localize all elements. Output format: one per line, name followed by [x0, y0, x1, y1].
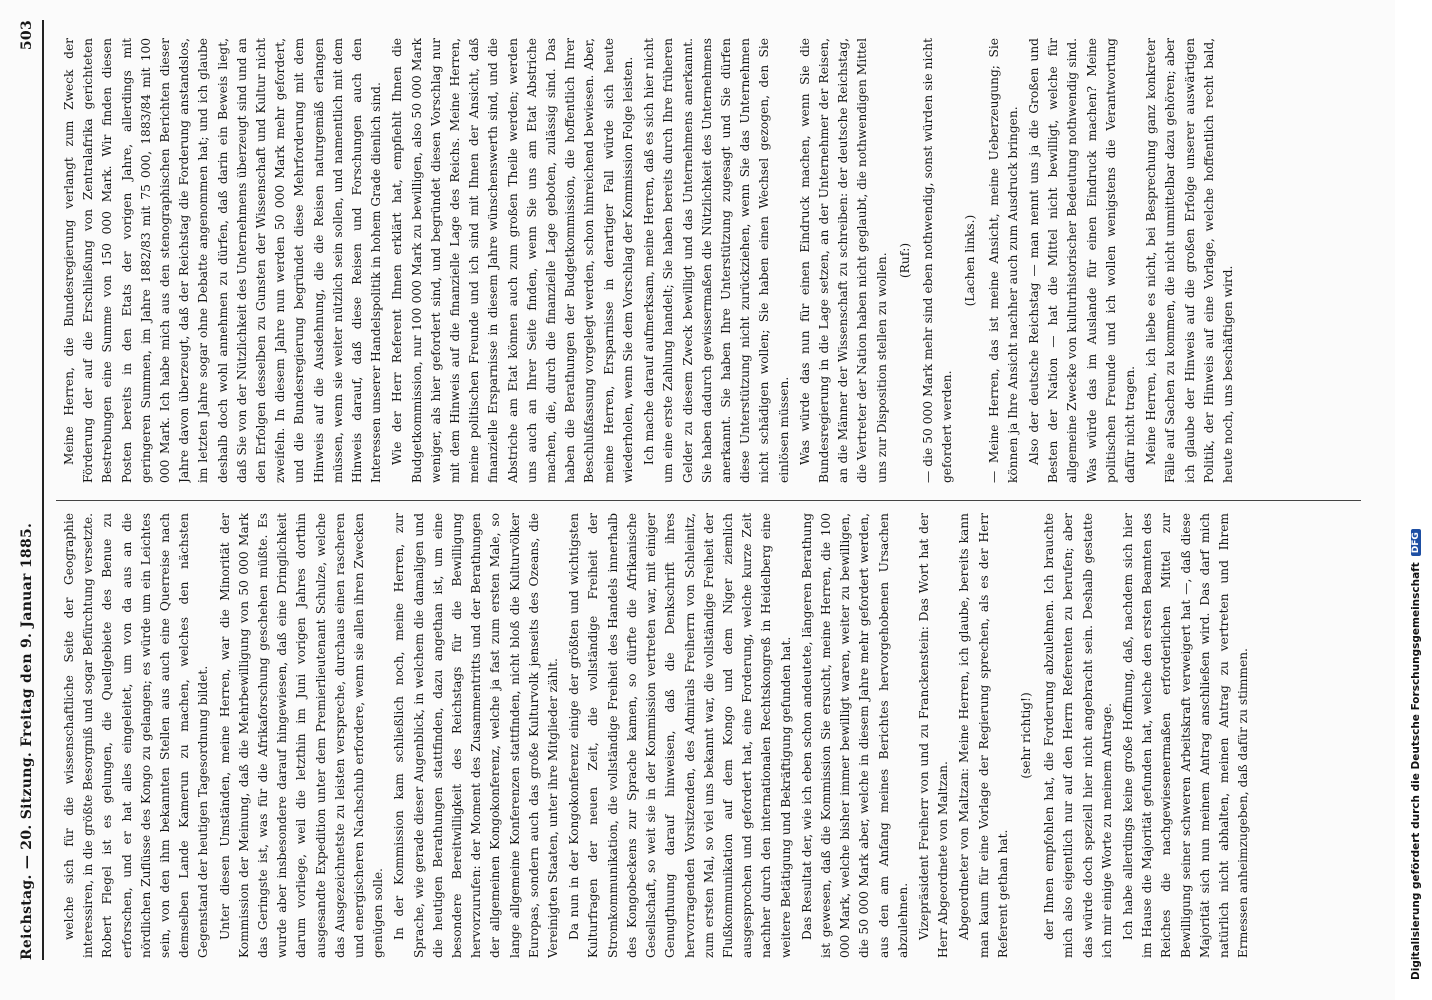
paragraph: In der Kommission kam schließlich noch, meine Herren, zur Sprache, wie gerade dieser Augenblick, in welchem die damaligen und die heutigen Berathungen stattfinden, dazu angethan ist, um eine besondere Bereitwilligkeit des Reichstags für die Bewilligung hervorzurufen: der Moment des Zusammentritts und der Berathungen der allgemeinen Kongokonferenz, welche ja fast zum ersten Male, so lange allgemeine Konferenzen stattfinden, nicht bloß die Kulturvölker Europas, sondern auch das große Kulturvolk jenseits des Ozeans, die Vereinigten Staaten, unter ihre Mitglieder zählt.	[392, 513, 561, 958]
paragraph: — die 50 000 Mark mehr sind eben nothwendig, sonst würden sie nicht gefordert werden.	[920, 38, 955, 483]
paragraph: Wie der Herr Referent Ihnen erklärt hat, empfiehlt Ihnen die Budgetkommission, nur 100 000 Mark zu bewilligen, also 50 000 Mark weniger, als hier gefordert sind, und begründet diesen Vorschlag nur mit dem Hinweis auf die finanzielle Lage des Reichs. Meine Herren, meine politischen Freunde und ich sind mit Ihnen der Ansicht, daß finanzielle Ersparnisse in diesem Jahre wünschenswerth sind, und die Abstriche am Etat können auch zum großen Theile werden; werden uns auch an Ihrer Seite finden, wenn Sie uns am Etat Abstriche machen, die, durch die finanzielle Lage geboten, zulässig sind. Das haben die Berathungen der Budgetkommission, die hoffentlich Ihrer Beschlußfassung vorgelegt werden, schon hinreichend bewiesen. Aber, meine Herren, Ersparnisse in derartiger Fall würde sich heute wiederholen, wenn Sie dem Vorschlag der Kommission Folge leisten.	[390, 38, 635, 483]
dfg-logo-icon: DFG	[1411, 529, 1421, 556]
paragraph: Also der deutsche Reichstag — man nennt uns ja die Großen und Besten der Nation — hat die Mittel nicht bewilligt, welche für allgemeine Zwecke von kulturhistorischer Bedeutung nothwendig sind. Was würde das im Auslande für einen Eindruck machen? Meine politischen Freunde und ich wollen wenigstens die Verantwortung dafür nicht tragen.	[1026, 38, 1137, 483]
header-rule	[42, 20, 44, 960]
digitization-text: Digitalisierung gefördert durch die Deutsche Forschungsgemeinschaft	[1410, 562, 1422, 980]
paragraph: Da nun in der Kongokonferenz einige der größten und wichtigsten Kulturfragen der neuen Zeit, die vollständige Freiheit der Stromkommunikation, die vollständige Freiheit des Handels innerhalb des Kongobeckens zur Sprache kamen, so dürfte die Afrikanische Gesellschaft, so weit sie in der Kommission vertreten war, mit einiger Genugthuung darauf hinweisen, daß die Denkschrift ihres hervorragenden Vorsitzenden, des Admirals Freiherrn von Schleinitz, zum ersten Mal, so viel uns bekannt war, die vollständige Freiheit der Flußkommunikation auf dem Kongo und dem Niger ziemlich ausgesprochen und gefordert hat, eine Forderung, welche kurze Zeit nachher durch den internationalen Rechtskongreß in Heidelberg eine weitere Betätigung und Bekräftigung gefunden hat.	[567, 513, 793, 958]
digitization-note	[1408, 20, 1424, 980]
paragraph: Das Resultat der, wie ich eben schon andeutete, längeren Berathung ist gewesen, daß die Kommission Sie ersucht, meine Herren, die 100 000 Mark, welche bisher immer bewilligt waren, weiter zu bewilligen, die 50 000 Mark aber, welche in diesem Jahre mehr gefordert werden, aus den am Anfang meines Berichtes hervorgehobenen Ursachen abzulehnen.	[799, 513, 910, 958]
page-header	[10, 20, 44, 960]
paragraph: Meine Herren, ich liebe es nicht, bei Besprechung ganz konkreter Fälle auf Sachen zu kommen, die nicht unmittelbar dazu gehören; aber ich glaube der Hinweis auf die großen Erfolge unserer auswärtigen Politik, der Hinweis auf eine Vorlage, welche hoffentlich recht bald, heute noch, uns beschäftigen wird.	[1144, 38, 1235, 483]
text-column-right	[60, 38, 1360, 483]
text-column-left	[60, 513, 1360, 958]
interjection: (Ruf:)	[897, 242, 912, 279]
paragraph: — Meine Herren, das ist meine Ansicht, meine Ueberzeugung; Sie können ja Ihre Ansicht nachher auch zum Ausdruck bringen.	[986, 38, 1020, 483]
paragraph: welche sich für die wissenschaftliche Seite der Geographie interessiren, in die größte Besorgniß und sogar Befürchtung versetzte. Robert Flegel ist es gelungen, die Quellgebiete des Benue zu erforschen, und er hat alles eingeleitet, um von da aus an die nördlichen Zuflüsse des Kongo zu gelangen; es würde um ein Leichtes sein, von den ihm bekannten Stellen aus auch eine Querreise nach demselben Lande Kamerun zu machen, welches den nächsten Gegenstand der heutigen Tagesordnung bildet.	[62, 513, 211, 958]
paragraph: Meine Herren, die Bundesregierung verlangt zum Zweck der Förderung der auf die Erschließung von Zentralafrika gerichteten Bestrebungen eine Summe von 150 000 Mark. Wir finden diesen Posten bereits in den Etats der vorigen Jahre, allerdings mit geringeren Summen, im Jahre 1882/83 mit 75 000, 1883/84 mit 100 000 Mark. Ich habe mich aus den stenographischen Berichten dieser Jahre davon überzeugt, daß der Reichstag die Forderung anstandslos, im letzten Jahre sogar ohne Debatte angenommen hat; und ich glaube deshalb doch wohl annehmen zu dürfen, daß darin ein Beweis liegt, daß Sie von der Nützlichkeit des Unternehmens überzeugt sind und an den Erfolgen desselben zu Gunsten der Wissenschaft und Kultur nicht zweifeln. In diesem Jahre nun werden 50 000 Mark mehr gefordert, und die Bundesregierung begründet diese Mehrforderung mit dem Hinweis auf die Ausdehnung, die die Reisen naturgemäß erlangen müssen, wenn sie weiter nützlich sein sollen, und namentlich mit dem Hinweis darauf, daß diese Reisen und Forschungen auch den Interessen unserer Handelspolitik in hohem Grade dienlich sind.	[62, 38, 384, 483]
paragraph: Ich mache darauf aufmerksam, meine Herren, daß es sich hier nicht um eine erste Zahlung handelt; Sie haben bereits durch Ihre früheren Gelder zu diesem Zweck bewilligt und das Unternehmens anerkannt. Sie haben dadurch gewissermaßen die Nützlichkeit des Unternehmens anerkannt. Sie haben Ihre Unterstützung zugesagt und Sie dürfen diese Unterstützung nicht zurückziehen, wenn Sie das Unternehmen nicht schädigen wollen; Sie haben einen Wechsel gezogen, den Sie einlösen müssen.	[642, 38, 791, 483]
paragraph: Unter diesen Umständen, meine Herren, war die Minorität der Kommission der Meinung, daß die Mehrbewilligung von 50 000 Mark das Geringste ist, was für die Afrikaforschung geschehen müßte. Es wurde aber insbesondere darauf hingewiesen, daß eine Dringlichkeit darum vorliege, weil die letzthin im Juni vorigen Jahres dorthin ausgesandte Expedition unter dem Premierlieutenant Schulze, welche das Ausgezeichnetste zu leisten verspreche, durchaus einen rascheren und energischeren Nachschub erfordere, wenn sie allen ihren Zwecken genügen solle.	[217, 513, 386, 958]
running-head: Reichstag. — 20. Sitzung. Freitag den 9. Januar 1885.	[19, 522, 35, 960]
interjection: (sehr richtig!)	[1018, 692, 1033, 779]
column-divider	[56, 500, 1361, 501]
paragraph: der Ihnen empfohlen hat, die Forderung abzulehnen. Ich brauchte mich also eigentlich nur auf den Herrn Referenten zu berufen; aber das würde doch speziell hier nicht angebracht sein. Deshalb gestatte ich mir einige Worte zu meinem Antrage.	[1042, 513, 1114, 958]
paragraph: Was würde das nun für einen Eindruck machen, wenn Sie die Bundesregierung in die Lage setzen, an der Unternehmer der Reisen, an die Männer der Wissenschaft zu schreiben: der deutsche Reichstag, die Vertreter der Nation haben nicht geglaubt, die nothwendigen Mittel uns zur Disposition stellen zu wollen.	[797, 38, 889, 483]
interjection: (Lachen links.)	[963, 214, 978, 307]
paragraph: Abgeordneter von Maltzan: Meine Herren, ich glaube, bereits kann man kaum für eine Vorlage der Regierung sprechen, als es der Herr Referent gethan hat.	[957, 513, 1010, 958]
paragraph: Ich habe allerdings keine große Hoffnung, daß, nachdem sich hier im Hause die Majorität gefunden hat, welche den ersten Beamten des Reiches die nachgewiesenermaßen erforderlichen Mittel zur Bewilligung seiner schweren Arbeitskraft verweigert hat —, daß diese Majorität sich nun meinem Antrag anschließen wird. Das darf mich natürlich nicht abhalten, meinen Antrag zu vertreten und Ihrem Ermessen anheimzugeben, daß dafür zu stimmen.	[1120, 513, 1251, 958]
page-number: 503	[19, 20, 35, 51]
paragraph: Vizepräsident Freiherr von und zu Franckenstein: Das Wort hat der Herr Abgeordnete von Maltzan.	[916, 513, 951, 958]
rotated-newspaper-sheet	[0, 13, 1375, 968]
